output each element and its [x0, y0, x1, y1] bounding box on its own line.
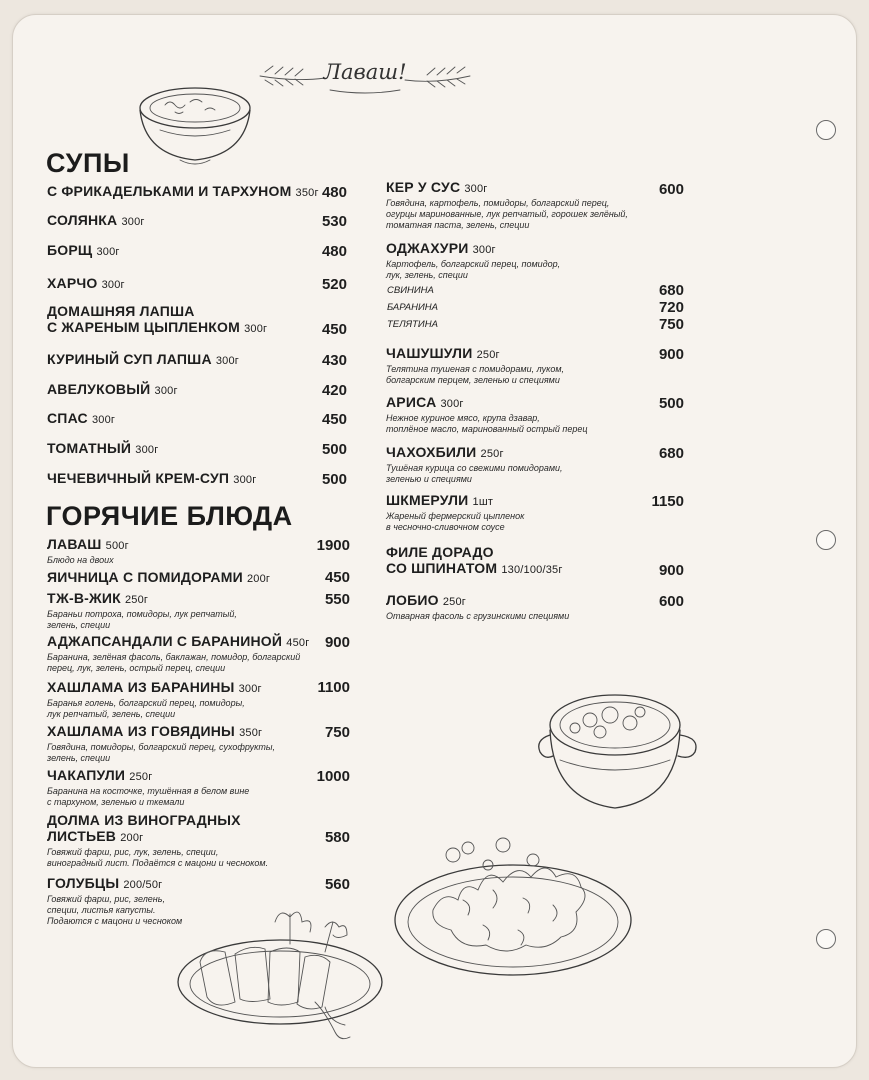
cabbage-rolls-illustration	[175, 902, 385, 1042]
item-title: АВЕЛУКОВЫЙ	[47, 381, 151, 397]
item-price: 450	[321, 321, 347, 338]
item-title: АДЖАПСАНДАЛИ С БАРАНИНОЙ	[47, 633, 283, 649]
item-price: 600	[658, 181, 684, 198]
item-name	[47, 351, 327, 369]
soup-bowl-illustration	[135, 80, 255, 170]
item-weight: 300г	[96, 246, 120, 258]
item-title: ХАШЛАМА ИЗ БАРАНИНЫ	[47, 679, 235, 695]
item-weight: 300г	[101, 279, 125, 291]
item-price: 580	[324, 829, 350, 846]
menu-item	[47, 381, 327, 399]
item-title: ХАШЛАМА ИЗ ГОВЯДИНЫ	[47, 723, 235, 739]
item-description: Нежное куриное мясо, крупа дзавар, топлёное масло, маринованный острый перец	[386, 413, 588, 434]
item-price: 480	[321, 243, 347, 260]
item-title: ОДЖАХУРИ	[386, 240, 469, 256]
item-price: 900	[658, 562, 684, 579]
item-weight: 300г	[238, 683, 262, 695]
item-title: ЛАВАШ	[47, 536, 102, 552]
item-price: 1150	[651, 493, 684, 510]
menu-item	[47, 569, 317, 587]
item-price: 430	[321, 352, 347, 369]
item-name	[47, 212, 327, 230]
item-weight: 300г	[244, 323, 268, 335]
item-price: 500	[321, 471, 347, 488]
item-price: 600	[658, 593, 684, 610]
item-name	[47, 633, 317, 651]
menu-item	[47, 242, 327, 260]
item-description: Блюдо на двоих	[47, 555, 114, 565]
option-label: БАРАНИНА	[387, 302, 438, 313]
item-price: 480	[321, 184, 347, 201]
item-title: КУРИНЫЙ СУП ЛАПША	[47, 351, 212, 367]
item-name	[47, 381, 327, 399]
item-title: ДОМАШНЯЯ ЛАПША С ЖАРЕНЫМ ЦЫПЛЕНКОМ	[47, 303, 240, 335]
item-title: ТОМАТНЫЙ	[47, 440, 132, 456]
item-price: 450	[324, 569, 350, 586]
item-title: ЧАШУШУЛИ	[386, 345, 473, 361]
brand-logo	[255, 54, 475, 106]
item-price: 900	[658, 346, 684, 363]
item-weight: 250г	[124, 594, 149, 606]
item-title: ГОЛУБЦЫ	[47, 875, 120, 891]
item-weight: 300г	[135, 444, 159, 456]
item-title: С ФРИКАДЕЛЬКАМИ И ТАРХУНОМ	[47, 183, 292, 199]
item-price: 1100	[317, 679, 350, 696]
menu-item	[47, 440, 327, 458]
menu-item	[47, 590, 317, 631]
item-description: Баранина, зелёная фасоль, баклажан, помидор, болгарский перец, лук, зелень, острый перец, специи	[47, 652, 301, 673]
item-weight: 300г	[440, 398, 464, 410]
binder-hole-top	[816, 120, 836, 140]
item-weight: 300г	[91, 414, 116, 426]
menu-item	[47, 183, 327, 201]
item-weight: 450г	[286, 637, 310, 649]
item-title: БОРЩ	[47, 242, 93, 258]
section-title-hot-dishes: ГОРЯЧИЕ БЛЮДА	[46, 501, 293, 531]
item-weight: 1шт	[472, 496, 494, 508]
item-weight: 300г	[472, 244, 496, 256]
item-title: ЛОБИО	[386, 592, 439, 608]
item-price: 550	[324, 591, 350, 608]
item-description: Говядина, помидоры, болгарский перец, сухофрукты, зелень, специи	[47, 742, 276, 763]
item-price: 420	[321, 382, 347, 399]
menu-item	[47, 633, 317, 674]
item-title: АРИСА	[386, 394, 437, 410]
option-price: 680	[658, 282, 684, 299]
item-price: 500	[658, 395, 684, 412]
item-name	[47, 723, 317, 741]
item-title: СОЛЯНКА	[47, 212, 118, 228]
item-weight: 200/50г	[123, 879, 163, 891]
item-name	[386, 240, 666, 258]
option-price: 750	[658, 316, 684, 333]
binder-hole-middle	[816, 530, 836, 550]
item-price: 750	[324, 724, 350, 741]
item-price: 1000	[316, 768, 350, 785]
menu-item	[47, 275, 327, 293]
item-name	[47, 767, 317, 785]
item-weight: 200г	[246, 573, 271, 585]
menu-item	[47, 212, 327, 230]
binder-hole-bottom	[816, 929, 836, 949]
item-weight: 300г	[233, 474, 257, 486]
menu-item	[47, 812, 317, 869]
item-name	[47, 183, 327, 201]
item-description: Говяжий фарш, рис, лук, зелень, специи, виноградный лист. Подаётся с мацони и чесноком.	[47, 847, 269, 868]
item-title: КЕР У СУС	[386, 179, 461, 195]
item-price: 530	[321, 213, 347, 230]
item-title: ФИЛЕ ДОРАДО СО ШПИНАТОМ	[386, 544, 498, 576]
item-description: Тушёная курица со свежими помидорами, зеленью и специями	[386, 463, 563, 484]
item-weight: 500г	[105, 540, 129, 552]
item-weight: 300г	[464, 183, 488, 195]
item-weight: 300г	[154, 385, 178, 397]
item-description: Бараньи потроха, помидоры, лук репчатый, зелень, специи	[47, 609, 237, 630]
item-name	[47, 275, 327, 293]
item-weight: 250г	[480, 448, 504, 460]
item-weight: 250г	[442, 596, 466, 608]
item-title: ЧАХОХБИЛИ	[386, 444, 477, 460]
pot-illustration	[535, 690, 705, 820]
item-weight: 250г	[129, 771, 153, 783]
item-title: СПАС	[47, 410, 88, 426]
item-price: 500	[321, 441, 347, 458]
menu-item	[47, 723, 317, 764]
item-name	[47, 242, 327, 260]
item-description: Говядина, картофель, помидоры, болгарский перец, огурцы маринованные, лук репчатый, горошек зелёный, томатная паста, зелень, специи	[386, 198, 628, 230]
item-description: Жареный фермерский цыпленок в чесночно-сливочном соусе	[386, 511, 525, 532]
menu-item	[47, 470, 327, 488]
option-price: 720	[658, 299, 684, 316]
item-name	[47, 303, 327, 337]
item-title: ДОЛМА ИЗ ВИНОГРАДНЫХ ЛИСТЬЕВ	[47, 812, 241, 844]
item-title: ШКМЕРУЛИ	[386, 492, 469, 508]
item-title: ЧАКАПУЛИ	[47, 767, 126, 783]
item-price: 560	[324, 876, 350, 893]
section-title-soups: СУПЫ	[46, 148, 130, 178]
item-description: Говяжий фарш, рис, зелень, специи, листья капусты. Подаются с мацони и чесноком	[47, 894, 183, 926]
item-weight: 130/100/35г	[501, 564, 563, 576]
menu-item	[47, 303, 327, 337]
item-name	[47, 536, 317, 554]
item-title: ЯИЧНИЦА С ПОМИДОРАМИ	[47, 569, 243, 585]
item-price: 680	[658, 445, 684, 462]
plate-illustration	[393, 830, 638, 980]
item-name	[47, 812, 317, 846]
item-name	[47, 569, 317, 587]
option-label: СВИНИНА	[387, 285, 434, 296]
item-description: Телятина тушеная с помидорами, луком, болгарским перцем, зеленью и специями	[386, 364, 564, 385]
item-name	[47, 875, 317, 893]
item-description: Отварная фасоль с грузинскими специями	[386, 611, 570, 621]
menu-item	[47, 767, 317, 808]
item-description: Картофель, болгарский перец, помидор, лук, зелень, специи	[386, 259, 561, 280]
item-price: 1900	[316, 537, 350, 554]
item-weight: 350г	[295, 187, 319, 199]
option-label: ТЕЛЯТИНА	[387, 319, 438, 330]
menu-item	[47, 410, 327, 428]
item-description: Баранина на косточке, тушённая в белом вине с тархуном, зеленью и ткемали	[47, 786, 250, 807]
item-title: ТЖ-В-ЖИК	[47, 590, 121, 606]
brand-name: Лаваш!	[323, 60, 407, 84]
menu-item	[386, 240, 666, 281]
item-name	[47, 470, 327, 488]
item-price: 450	[321, 411, 347, 428]
menu-item	[47, 679, 317, 720]
item-name	[47, 679, 317, 697]
item-weight: 350г	[239, 727, 263, 739]
item-name	[47, 590, 317, 608]
item-name	[47, 440, 327, 458]
menu-item	[47, 536, 317, 566]
item-weight: 200г	[120, 832, 144, 844]
item-weight: 300г	[121, 216, 145, 228]
item-title: ХАРЧО	[47, 275, 98, 291]
menu-item	[47, 351, 327, 369]
item-price: 520	[321, 276, 347, 293]
item-weight: 250г	[476, 349, 500, 361]
item-title: ЧЕЧЕВИЧНЫЙ КРЕМ-СУП	[47, 470, 230, 486]
item-weight: 300г	[215, 355, 240, 367]
item-description: Баранья голень, болгарский перец, помидоры, лук репчатый, зелень, специи	[47, 698, 245, 719]
item-name	[47, 410, 327, 428]
item-price: 900	[324, 634, 350, 651]
